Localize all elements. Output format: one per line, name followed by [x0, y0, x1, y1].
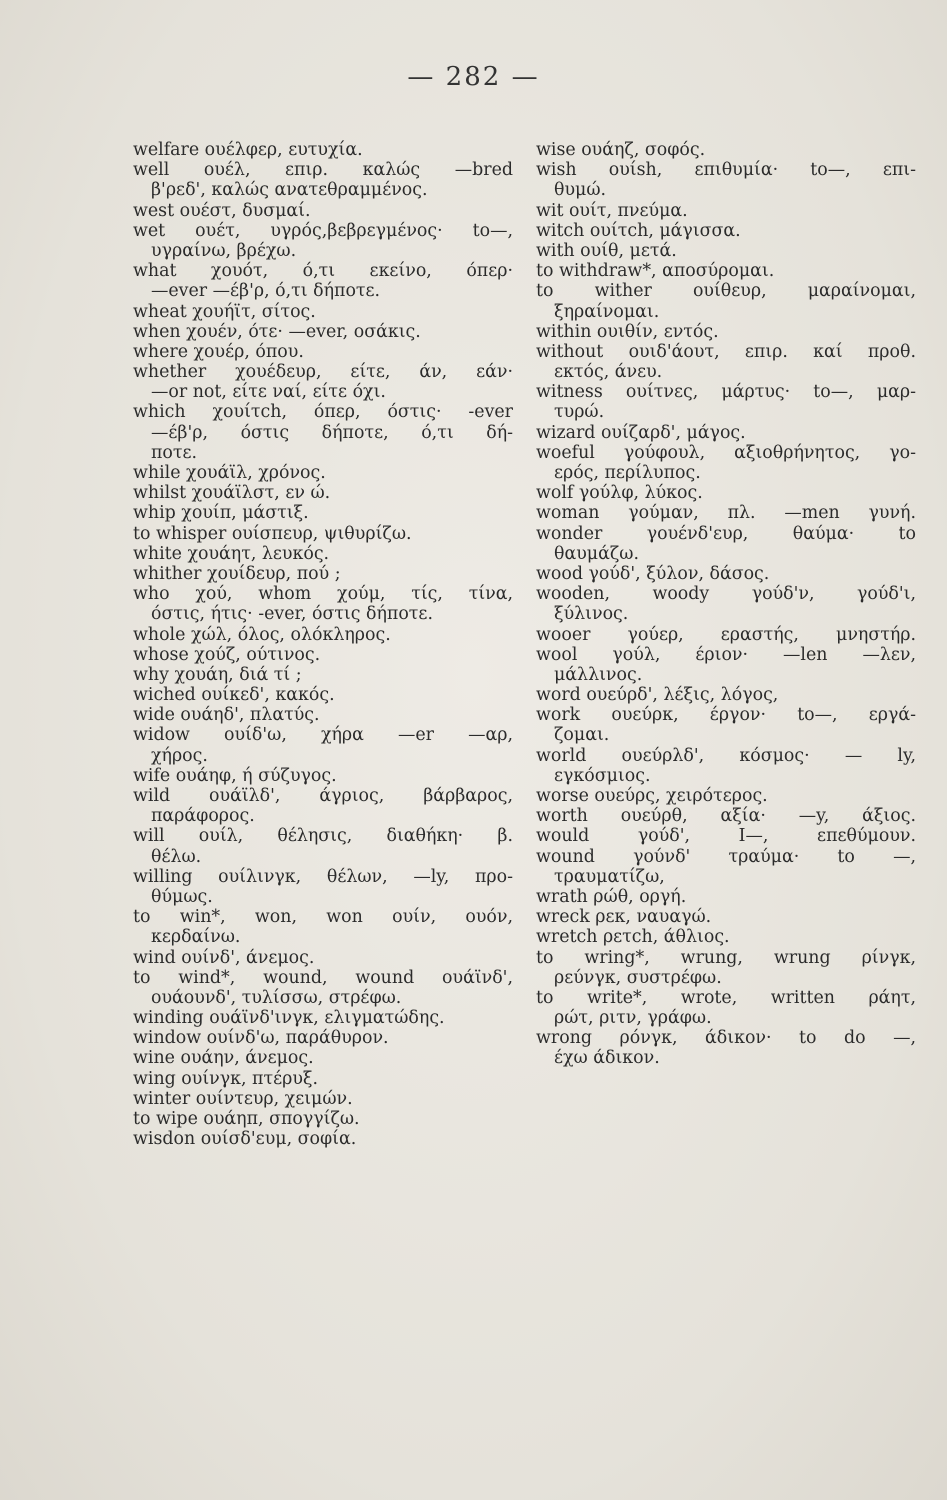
page-number: — 282 — [407, 62, 540, 92]
dictionary-line: wisdon ουίσδ'ευμ, σοφία. [133, 1129, 357, 1150]
dictionary-line: to wither ουίθευρ, μαραίνομαι, [536, 281, 916, 302]
dictionary-line: wooer γούερ, εραστής, μνηστήρ. [536, 624, 916, 645]
dictionary-line: with ουίθ, μετά. [536, 240, 677, 261]
dictionary-line: ποτε. [151, 442, 198, 463]
dictionary-line: would γούδ', I—, επεθύμουν. [536, 826, 916, 847]
dictionary-line: wish ουίsh, επιθυμία· to—, επι- [536, 160, 916, 181]
dictionary-line: where χουέρ, όπου. [133, 341, 304, 362]
dictionary-line: what χουότ, ό,τι εκείνο, όπερ· [133, 261, 513, 282]
dictionary-line: to write*, wrote, written ράητ, [536, 987, 916, 1008]
dictionary-line: why χουάη, διά τί ; [133, 664, 302, 685]
dictionary-line: to wipe ουάηπ, σπογγίζω. [133, 1109, 360, 1129]
dictionary-line: to withdraw*, αποσύρομαι. [536, 261, 775, 282]
dictionary-line: to win*, won, won ουίν, ουόν, [133, 907, 513, 928]
dictionary-line: worse ουεύρς, χειρότερος. [536, 786, 768, 806]
dictionary-line: wit ουίτ, πνεύμα. [536, 200, 688, 221]
dictionary-line: τραυματίζω, [554, 866, 665, 887]
dictionary-line: word ουεύρδ', λέξις, λόγος, [536, 685, 779, 706]
dictionary-line: will ουίλ, θέλησις, διαθήκη· β. [133, 826, 513, 847]
dictionary-line: to wind*, wound, wound ουάϊνδ', [133, 967, 513, 988]
dictionary-line: winter ουίντευρ, χειμών. [133, 1088, 353, 1109]
dictionary-line: whilst χουάϊλστ, εν ώ. [133, 483, 331, 504]
dictionary-line: woman γούμαν, πλ. —men γυνή. [536, 503, 916, 524]
dictionary-line: θέλω. [151, 846, 202, 867]
dictionary-line: witch ουίτch, μάγισσα. [536, 220, 741, 241]
dictionary-line: west ουέστ, δυσμαί. [133, 200, 311, 221]
dictionary-line: when χουέν, ότε· —ever, οσάκις. [133, 321, 421, 342]
dictionary-line: β'ρεδ', καλώς ανατεθραμμένος. [151, 180, 428, 201]
left-column [133, 140, 513, 1149]
dictionary-line: ζομαι. [554, 725, 610, 746]
dictionary-line: window ουίνδ'ω, παράθυρον. [133, 1028, 389, 1049]
dictionary-line: wet ουέτ, υγρός,βεβρεγμένος· to—, [133, 220, 513, 241]
dictionary-line: while χουάϊλ, χρόνος. [133, 463, 326, 483]
dictionary-line: well ουέλ, επιρ. καλώς —bred [133, 160, 513, 181]
dictionary-line: εγκόσμιος. [554, 765, 651, 786]
dictionary-line: wretch ρετch, άθλιος. [536, 927, 730, 948]
dictionary-line: —ever —έβ'ρ, ό,τι δήποτε. [151, 281, 381, 302]
dictionary-line: ρεύνγκ, συστρέφω. [554, 967, 722, 988]
dictionary-line: witness ουίτνες, μάρτυς· to—, μαρ- [536, 382, 916, 403]
dictionary-line: willing ουίλινγκ, θέλων, —ly, προ- [133, 866, 513, 887]
dictionary-line: wine ουάην, άνεμος. [133, 1048, 314, 1069]
dictionary-line: υγραίνω, βρέχω. [151, 240, 297, 261]
dictionary-line: wizard ουίζαρδ', μάγος. [536, 422, 746, 443]
dictionary-line: world ουεύρλδ', κόσμος· — ly, [536, 745, 916, 766]
dictionary-line: ξύλινος. [554, 604, 629, 625]
dictionary-line: όστις, ήτις· -ever, όστις δήποτε. [151, 604, 433, 625]
dictionary-line: wolf γούλφ, λύκος. [536, 483, 703, 504]
dictionary-line: wiched ουίκεδ', κακός. [133, 685, 335, 706]
dictionary-line: τυρώ. [554, 402, 605, 423]
dictionary-line: work ουεύρκ, έργον· to—, εργά- [536, 705, 916, 726]
dictionary-line: whether χουέδευρ, είτε, άν, εάν· [133, 362, 513, 383]
dictionary-line: wife ουάηφ, ή σύζυγος. [133, 765, 337, 786]
dictionary-line: wool γούλ, έριον· —len —λεν, [536, 644, 916, 665]
dictionary-line: within ουιθίν, εντός. [536, 321, 719, 342]
dictionary-line: wise ουάηζ, σοφός. [536, 140, 706, 160]
dictionary-line: winding ουάϊνδ'ινγκ, ελιγματώδης. [133, 1008, 445, 1029]
dictionary-line: χήρος. [151, 745, 208, 766]
dictionary-line: μάλλινος. [554, 664, 643, 685]
dictionary-line: wound γούνδ' τραύμα· to —, [536, 846, 916, 867]
dictionary-line: without ουιδ'άουτ, επιρ. καί προθ. [536, 341, 916, 362]
dictionary-line: woeful γούφουλ, αξιοθρήνητος, γο- [536, 442, 916, 463]
dictionary-line: worth ουεύρθ, αξία· —y, άξιος. [536, 806, 916, 827]
dictionary-line: whip χουίπ, μάστιξ. [133, 503, 309, 524]
dictionary-line: ξηραίνομαι. [554, 301, 660, 322]
dictionary-line: white χουάητ, λευκός. [133, 543, 330, 564]
dictionary-line: wonder γουένδ'ευρ, θαύμα· to [536, 523, 916, 544]
dictionary-line: to wring*, wrung, wrung ρίνγκ, [536, 947, 916, 968]
dictionary-line: which χουίτch, όπερ, όστις· -ever [133, 402, 513, 423]
dictionary-line: whole χώλ, όλος, ολόκληρος. [133, 624, 391, 645]
dictionary-line: ερός, περίλυπος. [554, 463, 701, 483]
right-column [536, 140, 916, 1069]
dictionary-line: who χού, whom χούμ, τίς, τίνα, [133, 584, 513, 605]
dictionary-line: θυμώ. [554, 180, 607, 201]
dictionary-line: widow ουίδ'ω, χήρα —er —αρ, [133, 725, 513, 746]
dictionary-line: whither χουίδευρ, πού ; [133, 563, 341, 584]
dictionary-line: εκτός, άνευ. [554, 362, 663, 383]
dictionary-line: welfare ουέλφερ, ευτυχία. [133, 140, 363, 160]
dictionary-line: wind ουίνδ', άνεμος. [133, 947, 315, 968]
dictionary-line: —or not, είτε ναί, είτε όχι. [151, 382, 386, 403]
dictionary-line: wheat χουήϊτ, σίτος. [133, 301, 316, 322]
dictionary-line: θύμως. [151, 886, 213, 907]
dictionary-line: wooden, woody γούδ'ν, γούδ'ι, [536, 584, 916, 605]
dictionary-line: whose χούζ, ούτινος. [133, 644, 321, 665]
dictionary-line: wild ουάϊλδ', άγριος, βάρβαρος, [133, 786, 513, 806]
dictionary-line: wreck ρεκ, ναυαγώ. [536, 907, 712, 928]
dictionary-line: wrong ρόνγκ, άδικον· to do —, [536, 1028, 916, 1049]
dictionary-line: έχω άδικον. [554, 1048, 660, 1069]
dictionary-line: wide ουάηδ', πλατύς. [133, 705, 320, 726]
dictionary-line: —έβ'ρ, όστις δήποτε, ό,τι δή- [151, 422, 513, 443]
dictionary-line: παράφορος. [151, 806, 255, 827]
dictionary-line: ρώτ, ριτν, γράφω. [554, 1008, 712, 1029]
dictionary-line: to whisper ουίσπευρ, ψιθυρίζω. [133, 523, 412, 544]
dictionary-line: wood γούδ', ξύλον, δάσος. [536, 563, 770, 584]
dictionary-line: wing ουίνγκ, πτέρυξ. [133, 1068, 319, 1089]
dictionary-line: κερδαίνω. [151, 927, 241, 948]
dictionary-line: wrath ρώθ, οργή. [536, 886, 687, 907]
dictionary-line: ουάουνδ', τυλίσσω, στρέφω. [151, 987, 402, 1008]
dictionary-line: θαυμάζω. [554, 543, 639, 564]
